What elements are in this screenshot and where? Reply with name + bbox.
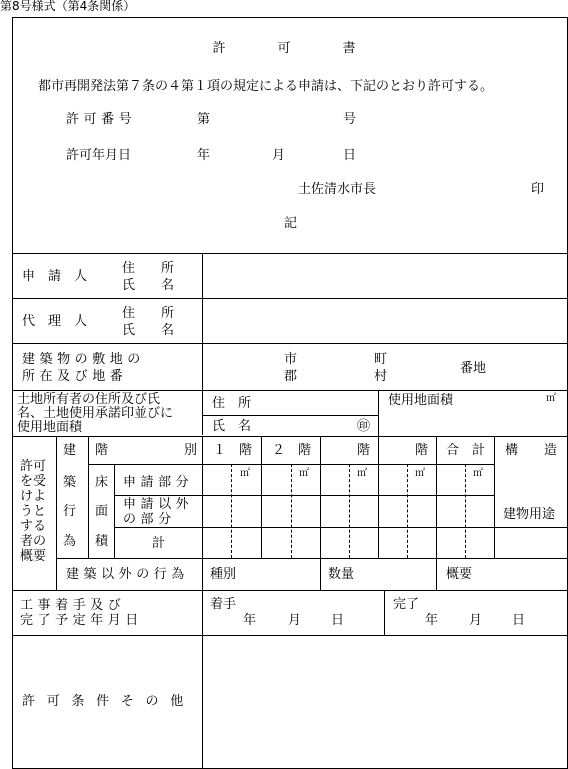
divider (378, 390, 379, 436)
floor-2-label: ２ 階 (272, 443, 312, 458)
finish-label: 完了 (393, 597, 420, 612)
divider (12, 390, 568, 391)
landowner-label-2: 名、土地使用承諾印並びに (17, 406, 174, 421)
sqm-unit-5: ㎡ (473, 468, 483, 479)
mura-label: 村 (374, 369, 388, 384)
floor-n2-label: 階 (415, 443, 429, 458)
sqm-unit-2: ㎡ (299, 468, 309, 479)
men-label: 面 (95, 504, 109, 519)
sqm-unit-3: ㎡ (357, 468, 367, 479)
landowner-label-3: 使用地面積 (17, 420, 83, 435)
divider (494, 436, 495, 558)
ki-label: 記 (284, 216, 298, 231)
structure-label: 構 造 (505, 443, 558, 458)
floor-n-label: 階 (357, 443, 371, 458)
gun-label: 郡 (284, 369, 298, 384)
usage-label: 建物用途 (503, 507, 556, 522)
finish-month: 月 (469, 613, 483, 628)
divider (202, 436, 203, 590)
divider (114, 527, 568, 528)
quantity-label: 数量 (328, 567, 355, 582)
document-title: 許 可 書 (212, 41, 356, 56)
month-label: 月 (272, 148, 286, 163)
divider (12, 590, 568, 591)
divider (56, 436, 57, 590)
start-month: 月 (288, 613, 302, 628)
overview-side-2: を受 (20, 474, 47, 489)
sqm-unit-4: ㎡ (415, 468, 425, 479)
agent-label: 代 理 人 (22, 314, 88, 329)
start-label: 着手 (210, 597, 237, 612)
permit-number-label: 許可番号 (66, 112, 137, 127)
other-part-label-2: の部分 (123, 512, 176, 527)
conditions-label: 許可条件その他 (22, 694, 195, 709)
floor-header: 階 (95, 443, 109, 458)
yuka-label: 床 (95, 475, 109, 490)
overview-side-1: 許可 (20, 459, 47, 474)
gyo-label: 行 (63, 504, 77, 519)
landowner-seal: ㊞ (357, 419, 371, 434)
dashed-divider (349, 464, 350, 558)
divider (261, 436, 262, 558)
agent-name-label: 氏 名 (122, 323, 175, 338)
divider (12, 436, 568, 437)
chiku-label: 築 (63, 475, 77, 490)
permit-date-label: 許可年月日 (66, 148, 132, 163)
landowner-name-label: 氏 名 (212, 419, 252, 434)
i-label: 為 (63, 534, 77, 549)
overview-side-3: けよ (20, 489, 47, 504)
statement: 都市再開発法第７条の４第１項の規定による申請は、下記のとおり許可する。 (38, 79, 494, 94)
divider (202, 253, 203, 435)
divider (56, 558, 568, 559)
landowner-address-label: 住 所 (212, 396, 252, 411)
permit-number-suffix: 号 (343, 112, 357, 127)
land-area-label: 使用地面積 (388, 393, 454, 408)
land-area-unit: ㎡ (546, 393, 556, 404)
day-label: 日 (343, 148, 357, 163)
total-label: 合 計 (446, 443, 486, 458)
banchi-label: 番地 (460, 361, 487, 376)
overview-side-4: うと (20, 504, 47, 519)
form-number: 第8号様式（第4条関係） (0, 0, 136, 13)
seal-mark: 印 (531, 182, 545, 197)
divider (436, 436, 437, 590)
divider (384, 590, 385, 635)
building-site-label-1: 建築物の敷地の (22, 352, 145, 367)
finish-year: 年 (425, 613, 439, 628)
dashed-divider (407, 464, 408, 558)
divider (202, 590, 203, 769)
overview-side-6: 者の (20, 534, 47, 549)
overview-side-7: 概要 (20, 549, 47, 564)
machi-label: 町 (374, 352, 388, 367)
applied-part-label: 申請部分 (123, 475, 194, 490)
dashed-divider (465, 464, 466, 558)
floor-1-label: １ 階 (213, 443, 253, 458)
applicant-name-label: 氏 名 (122, 278, 175, 293)
agent-address-label: 住 所 (122, 306, 175, 321)
sqm-unit-1: ㎡ (240, 468, 250, 479)
divider (88, 436, 89, 558)
start-day: 日 (331, 613, 345, 628)
divider (12, 635, 568, 636)
divider (202, 415, 378, 416)
shi-label: 市 (284, 352, 298, 367)
seki-label: 積 (95, 534, 109, 549)
other-part-label-1: 申請以外 (123, 497, 194, 512)
mayor-title: 土佐清水市長 (298, 182, 377, 197)
dashed-divider (231, 464, 232, 558)
year-label: 年 (197, 148, 211, 163)
building-site-label-2: 所在及び地番 (22, 369, 128, 384)
kenchiku-label: 建 (63, 443, 77, 458)
divider (378, 436, 379, 558)
schedule-label-1: 工事着手及び (20, 598, 126, 613)
kei-label: 計 (152, 536, 166, 551)
divider (12, 253, 568, 254)
permit-number-prefix: 第 (197, 112, 211, 127)
landowner-label-1: 土地所有者の住所及び氏 (17, 392, 161, 407)
start-year: 年 (243, 613, 257, 628)
divider (320, 436, 321, 590)
overview-side-5: する (20, 519, 47, 534)
schedule-label-2: 完了予定年月日 (20, 613, 143, 628)
kind-label: 種別 (210, 567, 237, 582)
divider (12, 343, 568, 344)
applicant-address-label: 住 所 (122, 261, 175, 276)
finish-day: 日 (512, 613, 526, 628)
divider (12, 298, 568, 299)
divider (114, 495, 494, 496)
floor-header-2: 別 (184, 443, 198, 458)
applicant-label: 申 請 人 (22, 269, 88, 284)
summary-label: 概要 (446, 567, 473, 582)
divider (114, 464, 115, 558)
non-building-label: 建築以外の行為 (66, 567, 189, 582)
dashed-divider (291, 464, 292, 558)
